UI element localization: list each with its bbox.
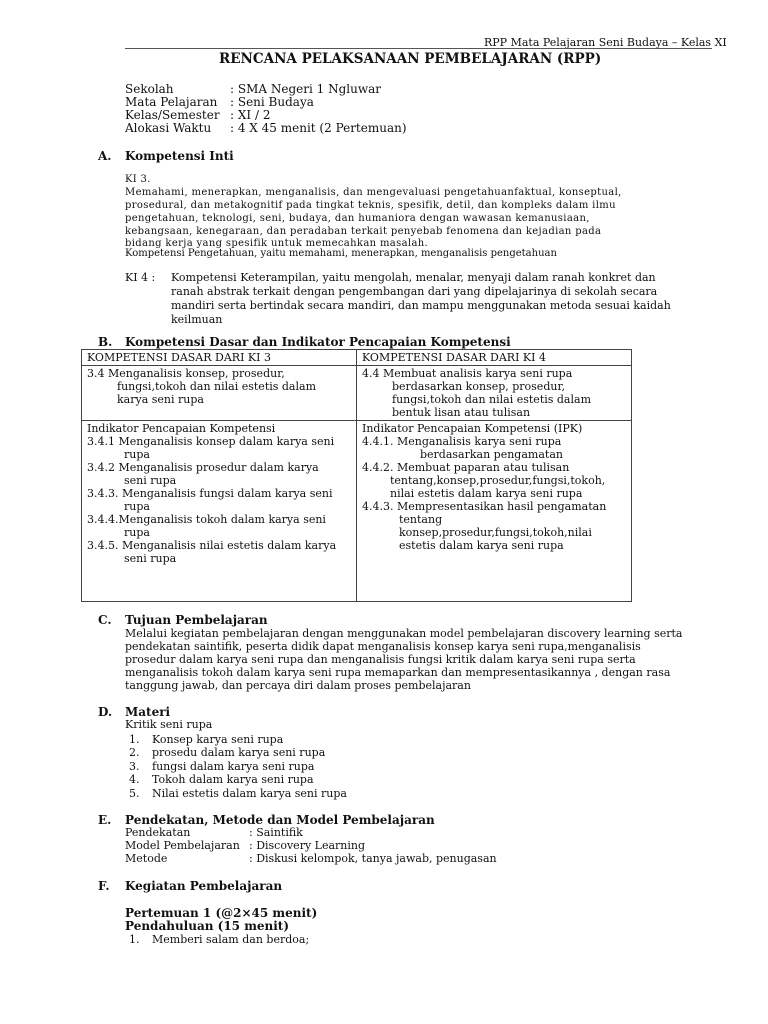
section-marker: B. [98, 335, 113, 349]
ki3-line: kebangsaan, kenegaraan, dan peradaban terkait penyebab fenomena dan kejadian pada [125, 226, 602, 237]
list-item: fungsi dalam karya seni rupa [152, 760, 315, 773]
ki3-line: prosedural, dan metakognitif pada tingkat teknis, spesifik, detil, dan kompleks dalam ilmu [125, 200, 616, 211]
ipk3-line: rupa [124, 526, 150, 539]
approach-value: : Diskusi kelompok, tanya jawab, penugasan [249, 852, 497, 865]
ipk3-line: seni rupa [124, 552, 177, 565]
identity-value: : SMA Negeri 1 Ngluwar [230, 82, 381, 96]
ki3-label: KI 3. [125, 174, 151, 185]
identity-label: Alokasi Waktu [125, 121, 212, 135]
approach-label: Model Pembelajaran [125, 839, 240, 852]
ki3-line: bidang kerja yang spesifik untuk memecahkan masalah. [125, 238, 429, 249]
ipk4-line: konsep,prosedur,fungsi,tokoh,nilai [399, 526, 592, 539]
ipk3-line: 3.4.5. Menganalisis nilai estetis dalam karya [87, 539, 337, 552]
identity-value: : Seni Budaya [230, 95, 314, 109]
table-row [82, 366, 632, 421]
meeting-title: Pertemuan 1 (@2×45 menit) [125, 906, 318, 920]
page-title: RENCANA PELAKSANAAN PEMBELAJARAN (RPP) [219, 51, 602, 67]
kd3-cell [82, 366, 357, 421]
ki4-line: ranah abstrak terkait dengan pengembangan dari yang dipelajarinya di sekolah secara [171, 285, 658, 298]
ipk4-line: tentang,konsep,prosedur,fungsi,tokoh, [390, 474, 606, 487]
ki4-line: mandiri serta bertindak secara mandiri, dan mampu menggunakan metoda sesuai kaidah [171, 299, 671, 312]
list-item-number: 1. [129, 933, 140, 946]
ipk4-line: 4.4.1. Menganalisis karya seni rupa [362, 435, 562, 448]
approach-value: : Discovery Learning [249, 839, 366, 852]
kd4-line: berdasarkan konsep, prosedur, [392, 380, 565, 393]
ipk3-line: seni rupa [124, 474, 177, 487]
section-title: Pendekatan, Metode dan Model Pembelajaran [125, 813, 435, 827]
section-marker: F. [98, 879, 110, 893]
ki4-label: KI 4 : [125, 271, 156, 284]
list-item: Konsep karya seni rupa [152, 733, 284, 746]
section-title: Kompetensi Inti [125, 149, 234, 163]
ki3-note: Kompetensi Pengetahuan, yaitu memahami, menerapkan, menganalisis pengetahuan [125, 248, 557, 259]
identity-value: : XI / 2 [230, 108, 271, 122]
ipk3-line: 3.4.4.Menganalisis tokoh dalam karya seni [87, 513, 326, 526]
objective-line: tanggung jawab, dan percaya diri dalam proses pembelajaran [125, 679, 471, 692]
ipk3-line: rupa [124, 500, 150, 513]
objective-line: prosedur dalam karya seni rupa dan menganalisis fungsi kritik dalam karya seni rupa serta [125, 653, 636, 666]
ki3-line: pengetahuan, teknologi, seni, budaya, dan humaniora dengan wawasan kemanusiaan, [125, 213, 590, 224]
ipk4-title: Indikator Pencapaian Kompetensi (IPK) [362, 422, 583, 435]
identity-label: Kelas/Semester [125, 108, 220, 122]
approach-label: Pendekatan [125, 826, 191, 839]
ki4-line: keilmuan [171, 313, 223, 326]
section-marker: D. [98, 705, 113, 719]
materi-subtitle: Kritik seni rupa [125, 718, 213, 731]
kd4-line: 4.4 Membuat analisis karya seni rupa [362, 367, 573, 380]
intro-title: Pendahuluan (15 menit) [125, 919, 290, 933]
ki4-line: Kompetensi Keterampilan, yaitu mengolah, menalar, menyaji dalam ranah konkret dan [171, 271, 656, 284]
competency-table [81, 349, 632, 602]
section-marker: A. [98, 149, 112, 163]
list-item-number: 2. [129, 746, 140, 759]
ki3-line: Memahami, menerapkan, menganalisis, dan mengevaluasi pengetahuanfaktual, konseptual, [125, 187, 622, 198]
ipk4-line: berdasarkan pengamatan [420, 448, 563, 461]
list-item: Nilai estetis dalam karya seni rupa [152, 787, 347, 800]
ipk3-line: rupa [124, 448, 150, 461]
identity-label: Sekolah [125, 82, 174, 96]
approach-value: : Saintifik [249, 826, 303, 839]
ipk4-cell [357, 421, 632, 602]
list-item: Memberi salam dan berdoa; [152, 933, 310, 946]
kd4-line: bentuk lisan atau tulisan [392, 406, 531, 419]
running-header: RPP Mata Pelajaran Seni Budaya – Kelas XI [484, 36, 727, 49]
list-item-number: 5. [129, 787, 140, 800]
list-item-number: 1. [129, 733, 140, 746]
header-divider [125, 48, 712, 49]
ipk3-line: 3.4.3. Menganalisis fungsi dalam karya seni [87, 487, 333, 500]
section-title: Materi [125, 705, 171, 719]
ipk4-line: 4.4.3. Mempresentasikan hasil pengamatan [362, 500, 607, 513]
kd3-line: karya seni rupa [117, 393, 204, 406]
section-title: Kegiatan Pembelajaran [125, 879, 283, 893]
ipk4-line: tentang [399, 513, 443, 526]
list-item-number: 3. [129, 760, 140, 773]
ipk3-line: 3.4.1 Menganalisis konsep dalam karya seni [87, 435, 335, 448]
ipk4-line: nilai estetis dalam karya seni rupa [390, 487, 583, 500]
ipk4-line: estetis dalam karya seni rupa [399, 539, 564, 552]
ipk4-line: 4.4.2. Membuat paparan atau tulisan [362, 461, 570, 474]
section-marker: C. [98, 613, 112, 627]
objective-line: menganalisis tokoh dalam karya seni rupa memaparkan dan mempresentasikannya , dengan rasa [125, 666, 671, 679]
approach-label: Metode [125, 852, 168, 865]
kd3-line: 3.4 Menganalisis konsep, prosedur, [87, 367, 285, 380]
objective-line: pendekatan saintifik, peserta didik dapat menganalisis konsep karya seni rupa,menganalisis [125, 640, 641, 653]
ipk3-title: Indikator Pencapaian Kompetensi [87, 422, 276, 435]
ipk3-line: 3.4.2 Menganalisis prosedur dalam karya [87, 461, 319, 474]
kd4-cell [357, 366, 632, 421]
table-header-cell: KOMPETENSI DASAR DARI KI 4 [357, 350, 632, 366]
identity-value: : 4 X 45 menit (2 Pertemuan) [230, 121, 407, 135]
ipk3-cell [82, 421, 357, 602]
section-title: Kompetensi Dasar dan Indikator Pencapaian Kompetensi [125, 335, 511, 349]
table-header-row [82, 350, 632, 366]
identity-label: Mata Pelajaran [125, 95, 218, 109]
section-marker: E. [98, 813, 112, 827]
table-row [82, 421, 632, 602]
kd4-line: fungsi,tokoh dan nilai estetis dalam [392, 393, 591, 406]
table-header-cell: KOMPETENSI DASAR DARI KI 3 [82, 350, 357, 366]
kd3-line: fungsi,tokoh dan nilai estetis dalam [117, 380, 316, 393]
list-item: prosedu dalam karya seni rupa [152, 746, 326, 759]
objective-line: Melalui kegiatan pembelajaran dengan menggunakan model pembelajaran discovery learning serta [125, 627, 683, 640]
section-title: Tujuan Pembelajaran [125, 613, 268, 627]
list-item-number: 4. [129, 773, 140, 786]
list-item: Tokoh dalam karya seni rupa [152, 773, 314, 786]
